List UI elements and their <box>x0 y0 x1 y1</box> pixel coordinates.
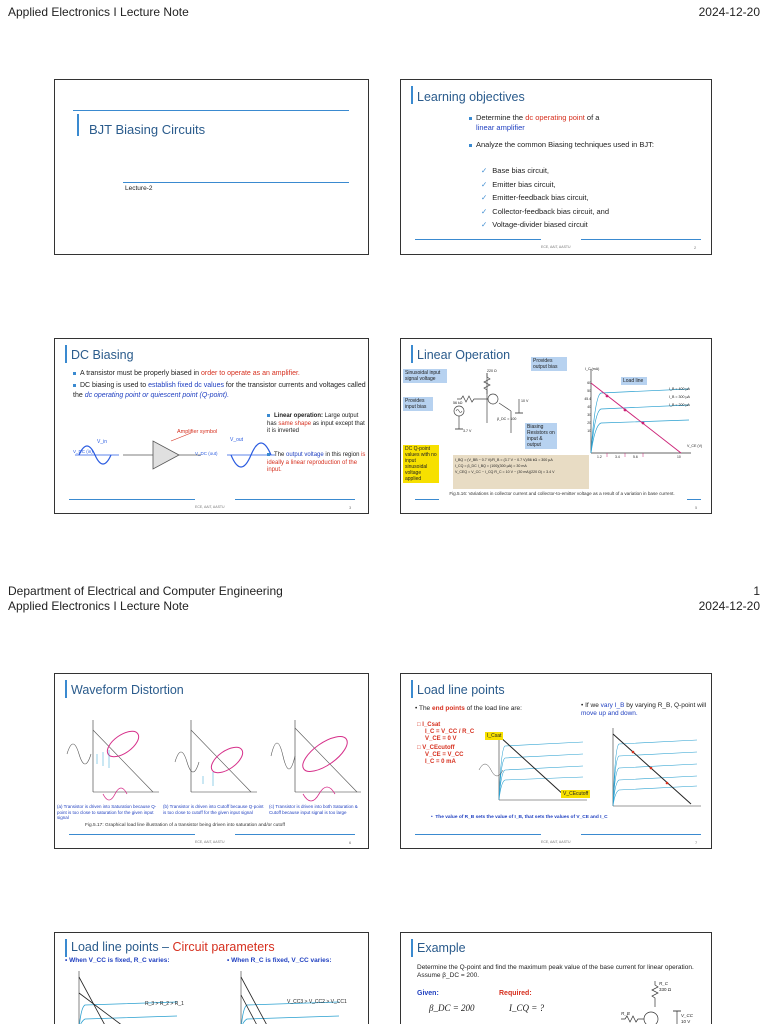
page1-footer-number: 1 <box>753 584 760 598</box>
rc-value: 220 Ω <box>487 369 497 373</box>
given-label: Given: <box>417 990 439 997</box>
x-tick: 5.6 <box>633 455 638 459</box>
slide-8 <box>400 932 712 1024</box>
tag-icsat: I_Csat <box>487 733 502 739</box>
slide-4-caption: Fig.5.16: Variations in collector current and collector-to-emitter voltage as a result of a variation in base current. <box>449 491 675 496</box>
y-tick: 60 <box>587 381 591 385</box>
list-item: ✓ Voltage-divider biased circuit <box>481 220 588 229</box>
y-tick: 45.4 <box>584 397 591 401</box>
rc-relation: R_3 > R_2 > R_1 <box>145 1001 184 1007</box>
characteristic-curves <box>579 365 699 465</box>
y-tick: 50 <box>587 389 591 393</box>
vbb-value: 3.7 V <box>463 429 472 433</box>
ib-label: I_B = 400 µA <box>669 387 690 391</box>
list-item: ✓ Emitter-feedback bias circuit, <box>481 193 589 202</box>
vcc-varies-graph <box>229 969 349 1024</box>
page2-header-title: Applied Electronics I Lecture Note <box>8 599 189 613</box>
slide-4-title: Linear Operation <box>417 348 511 362</box>
vcc-relation: V_CC3 > V_CC2 > V_CC1 <box>287 999 347 1005</box>
slide-7-title: Load line points – Circuit parameters <box>71 940 275 954</box>
rc-varies-graph <box>67 969 187 1024</box>
page2-header-date: 2024-12-20 <box>698 599 760 613</box>
slide-5-footer: ECE, AAiT, AASTU <box>195 840 225 844</box>
rc-value: 330 Ω <box>659 987 672 992</box>
slide-1-subtitle: Lecture-2 <box>125 185 153 192</box>
x-tick: 1.2 <box>597 455 602 459</box>
slide-7-right-heading: • When R_C is fixed, V_CC varies: <box>227 957 332 964</box>
slide-2-bullet-1: Determine the dc operating point of a linear amplifier <box>469 113 649 132</box>
slide-6-bullet-1: • The end points of the load line are: <box>415 705 522 712</box>
slide-2-title: Learning objectives <box>417 90 525 104</box>
vdc-in-label: V_DC (in) <box>73 449 93 454</box>
vcc-value: 10 V <box>521 399 529 403</box>
icsat-block: □ I_Csat I_C = V_CC / R_C V_CE = 0 V □ V_CEcutoff V_CE = V_CC I_C = 0 mA <box>417 722 475 765</box>
ib-labels <box>669 385 690 409</box>
x-tick: 10 <box>677 455 681 459</box>
page1-footer-dept: Department of Electrical and Computer Engineering <box>8 584 283 598</box>
slide-3-output-voltage: The output voltage in this region is ideally a linear reproduction of the input. <box>267 452 366 473</box>
ic-axis-label: I_C (mA) <box>585 367 600 371</box>
rb-label: R_B <box>621 1011 630 1016</box>
vin-label: V_in <box>97 439 108 445</box>
slide-2-page: 2 <box>694 245 697 250</box>
required-label: Required: <box>499 990 532 997</box>
note-q-point: DC Q-point values with no input sinusoidal voltage applied <box>403 445 439 483</box>
slide-2-bullet-2: Analyze the common Biasing techniques used in BJT: <box>469 140 659 150</box>
caption-a: (a) Transistor is driven into Saturation because Q-point is too close to saturation for the given input signal <box>57 804 157 820</box>
slide-3-bullet-2: DC biasing is used to establish fixed dc values for the transistor currents and voltages called the dc operating point or quiescent point (Q-point). <box>73 382 366 399</box>
graph-b <box>175 720 257 792</box>
objective-list <box>481 166 610 229</box>
amplifier-diagram <box>71 427 271 487</box>
caption-b: (b) Transistor is driven into Cutoff because Q-point is too close to cutoff for the given input signal <box>163 804 264 815</box>
slide-6-footer: ECE, AAiT, AASTU <box>541 840 571 844</box>
slide-8-title: Example <box>417 941 466 955</box>
y-tick: 30 <box>587 413 591 417</box>
vce-axis-label: V_CE (V) <box>687 444 703 448</box>
slide-5-page: 6 <box>349 840 352 845</box>
amplifier-symbol-label: Amplifier symbol <box>177 429 218 435</box>
given-beta: β_DC = 200 <box>429 1003 475 1013</box>
slide-3-title: DC Biasing <box>71 348 134 362</box>
y-ticks <box>579 379 591 435</box>
vout-label: V_out <box>230 437 244 443</box>
note-output-bias: Provides output bias <box>531 357 567 371</box>
slide-6-bullet-2: • If we vary I_B by varying R_B, Q-point will move up and down. <box>581 702 707 717</box>
slide-5 <box>54 673 369 849</box>
slide-1-title: BJT Biasing Circuits <box>89 122 206 137</box>
slide-5-title: Waveform Distortion <box>71 683 184 697</box>
note-sinusoidal-input: Sinusoidal input signal voltage <box>403 369 447 383</box>
slide-7-left-heading: • When V_CC is fixed, R_C varies: <box>65 957 170 964</box>
y-tick: 20 <box>587 421 591 425</box>
slide-8-description: Determine the Q-point and find the maximum peak value of the base current for linear operation. Assume β_DC = 200. <box>417 964 694 979</box>
list-item: ✓ Base bias circuit, <box>481 166 549 175</box>
list-item: ✓ Collector-feedback bias circuit, and <box>481 206 610 216</box>
x-ticks <box>597 455 697 461</box>
page1-header-date: 2024-12-20 <box>698 5 760 19</box>
list-item: ✓ Emitter bias circuit, <box>481 179 556 189</box>
tag-vcecutoff: V_CEcutoff <box>563 791 589 797</box>
slide-1 <box>54 79 369 255</box>
ib-label: I_B = 300 µA <box>669 395 690 399</box>
slide-3-bullet-1: A transistor must be properly biased in order to operate as an amplifier. <box>73 369 368 379</box>
slide-4-page: 5 <box>695 505 698 510</box>
slide-3-linear-operation: Linear operation: Large output has same shape as input except that it is inverted <box>267 413 365 434</box>
slide-6-bottom-note: • The value of R_B sets the value of I_B, that sets the values of V_CE and I_C <box>431 815 608 820</box>
slide-2-footer: ECE, AAiT, AASTU <box>541 245 571 249</box>
slide-6-title: Load line points <box>417 683 505 697</box>
slide-2 <box>400 79 712 255</box>
slide-4 <box>400 338 712 514</box>
note-biasing-resistors: Biasing Resistors on input & output <box>525 423 557 449</box>
note-input-bias: Provides input bias <box>403 397 433 411</box>
load-line-graph <box>479 728 589 818</box>
slide-5-caption: Fig.5.17: Graphical load line illustration of a transistor being driven into saturation and/or cutoff <box>85 823 285 828</box>
x-tick: 3.4 <box>615 455 620 459</box>
slide-3-page: 3 <box>349 505 352 510</box>
y-tick: 10 <box>587 429 591 433</box>
note-load-line: Load line <box>621 377 647 385</box>
rc-label: R_C <box>659 981 669 986</box>
slide-3-footer: ECE, AAiT, AASTU <box>195 505 225 509</box>
graph-c <box>271 720 361 801</box>
q-point-movement-graph <box>605 724 705 814</box>
caption-c: (c) Transistor is driven into both Saturation & Cutoff because input signal is too large <box>269 804 358 815</box>
vdc-out-label: V_DC (out) <box>195 451 218 456</box>
slide-6 <box>400 673 712 849</box>
rb-value: 56 kΩ <box>453 401 463 405</box>
slide-3 <box>54 338 369 514</box>
graph-a <box>67 720 159 800</box>
equations-box: I_BQ = (V_BB − 0.7 V)/R_B = (3.7 V − 0.7 V)/56 kΩ = 300 µA I_CQ = β_DC I_BQ = (100)(300 µA) = 30 mA V_CEQ = V_CC − I_CQ R_C = 10 V − (30 mA)(220 Ω) = 3.4 V <box>453 455 589 489</box>
beta-value: β_DC = 100 <box>497 417 517 421</box>
slide-7 <box>54 932 369 1024</box>
ib-label: I_B = 200 µA <box>669 403 690 407</box>
vcc-value: 10 V <box>681 1019 691 1024</box>
slide-6-page: 7 <box>695 840 698 845</box>
page1-header-title: Applied Electronics I Lecture Note <box>8 5 189 19</box>
y-tick: 40 <box>587 405 591 409</box>
distortion-graphs <box>63 714 363 804</box>
required-icq: I_CQ = ? <box>509 1003 545 1013</box>
vcc-label: V_CC <box>681 1013 694 1018</box>
